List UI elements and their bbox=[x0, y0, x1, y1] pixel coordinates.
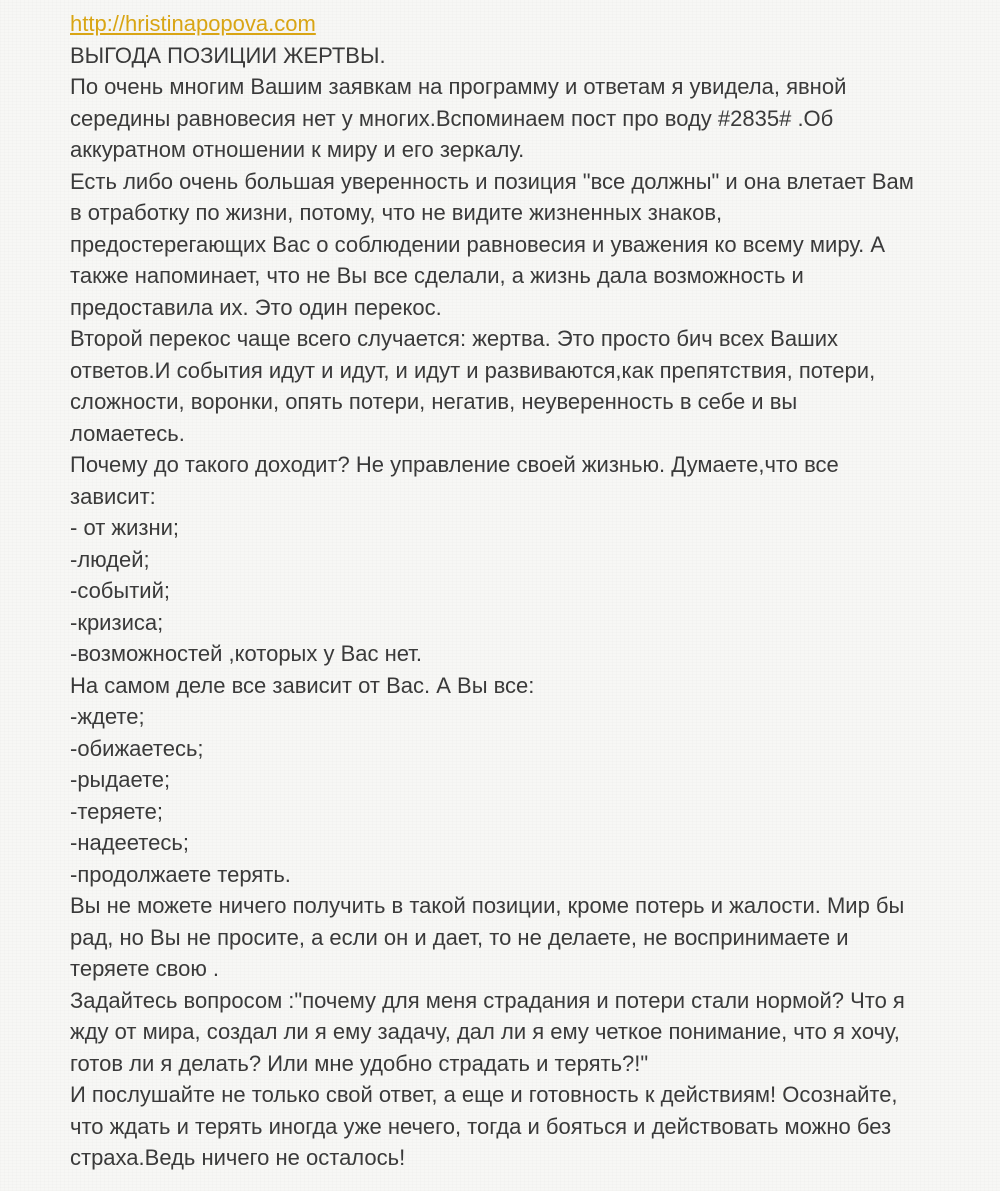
text-line: - от жизни; bbox=[70, 515, 180, 540]
text-line: теряете свою . bbox=[70, 956, 220, 981]
text-line: страха.Ведь ничего не осталось! bbox=[70, 1145, 406, 1170]
website-link[interactable]: http://hristinapopova.com bbox=[70, 11, 316, 36]
note-body bbox=[70, 8, 985, 1174]
note-title: ВЫГОДА ПОЗИЦИИ ЖЕРТВЫ. bbox=[70, 42, 386, 68]
text-line: жду от мира, создал ли я ему задачу, дал ли я ему четкое понимание, что я хочу, bbox=[70, 1019, 900, 1044]
text-line: ломаетесь. bbox=[70, 420, 185, 446]
text-line: -событий; bbox=[70, 578, 170, 603]
text-line: также напоминает, что не Вы все сделали, а жизнь дала возможность и bbox=[70, 263, 804, 288]
text-line: в отработку по жизни, потому, что не видите жизненных знаков, bbox=[70, 200, 723, 225]
text-line: ответов.И события идут и идут, и идут и развиваются,как препятствия, потери, bbox=[70, 357, 876, 383]
text-line: Второй перекос чаще всего случается: жертва. Это просто бич всех Ваших bbox=[70, 326, 839, 351]
text-line: -рыдаете; bbox=[70, 767, 171, 792]
text-line: Почему до такого доходит? Не управление своей жизнью. Думаете,что все bbox=[70, 452, 839, 477]
text-line: аккуратном отношении к миру и его зеркалу. bbox=[70, 137, 525, 162]
text-line: Есть либо очень большая уверенность и позиция "все должны" и она влетает Вам bbox=[70, 168, 914, 194]
text-line: -надеетесь; bbox=[70, 830, 189, 855]
text-line: рад, но Вы не просите, а если он и дает, то не делаете, не воспринимаете и bbox=[70, 924, 849, 950]
text-line: -обижаетесь; bbox=[70, 735, 204, 761]
text-line: предостерегающих Вас о соблюдении равновесия и уважения ко всему миру. А bbox=[70, 231, 886, 257]
text-line: По очень многим Вашим заявкам на программу и ответам я увидела, явной bbox=[70, 74, 847, 99]
text-line: -ждете; bbox=[70, 704, 145, 729]
text-line: На самом деле все зависит от Вас. А Вы все: bbox=[70, 672, 535, 698]
text-line: И послушайте не только свой ответ, а еще и готовность к действиям! Осознайте, bbox=[70, 1082, 898, 1107]
text-line: зависит: bbox=[70, 483, 156, 509]
text-line: предоставила их. Это один перекос. bbox=[70, 294, 442, 320]
text-line: -теряете; bbox=[70, 798, 163, 824]
text-line: середины равновесия нет у многих.Вспоминаем пост про воду #2835# .Об bbox=[70, 105, 834, 131]
text-line: сложности, воронки, опять потери, негатив, неуверенность в себе и вы bbox=[70, 389, 798, 414]
note-text bbox=[70, 40, 985, 1174]
text-line: готов ли я делать? Или мне удобно страдать и терять?!" bbox=[70, 1050, 649, 1076]
text-line: -кризиса; bbox=[70, 609, 164, 635]
text-line: -людей; bbox=[70, 546, 150, 572]
text-line: -продолжаете терять. bbox=[70, 861, 291, 887]
text-line: Задайтесь вопросом :"почему для меня страдания и потери стали нормой? Что я bbox=[70, 987, 905, 1013]
text-line: что ждать и терять иногда уже нечего, тогда и бояться и действовать можно без bbox=[70, 1113, 892, 1139]
text-line: Вы не можете ничего получить в такой позиции, кроме потерь и жалости. Мир бы bbox=[70, 893, 905, 918]
text-line: -возможностей ,которых у Вас нет. bbox=[70, 641, 423, 666]
